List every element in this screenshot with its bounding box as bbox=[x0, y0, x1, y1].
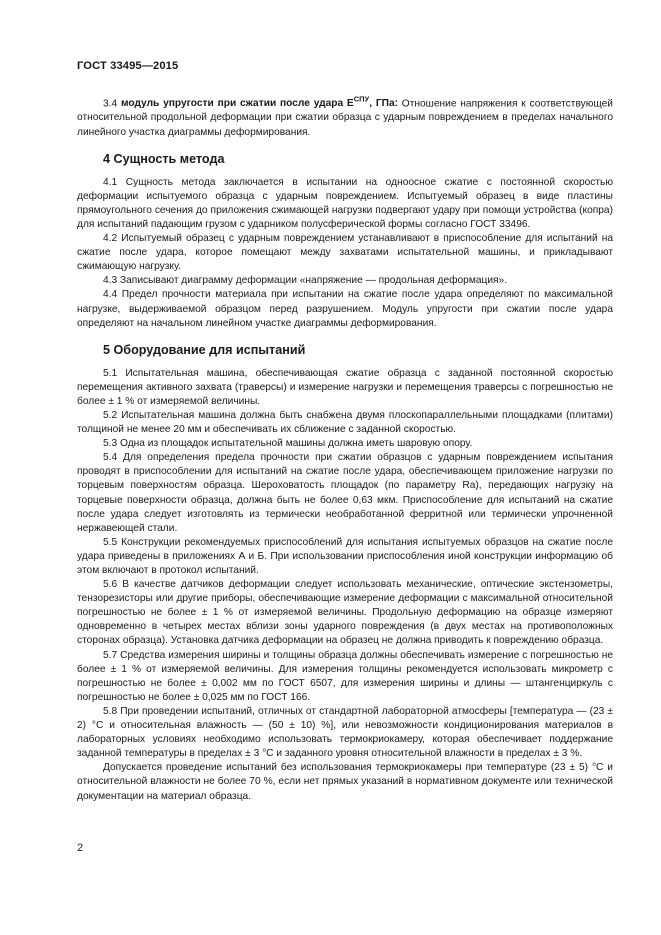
definition-number: 3.4 bbox=[103, 98, 121, 110]
paragraph-5-2: 5.2 Испытательная машина должна быть снабжена двумя плоскопараллельными площадками (плитами) толщиной не менее 20 мм и обеспечивать их сближение с заданной скоростью. bbox=[77, 409, 613, 436]
paragraph-5-6: 5.6 В качестве датчиков деформации следует использовать механические, оптические экстензометры, тензорезисторы или другие приборы, обеспечивающие измерение деформации с максимальной относительной погрешностью не более ± 1 % от измеряемой величины. Продольную деформацию на образце измеряют одновременно в четырех местах вблизи зоны ударного повреждения (в двух местах на противоположных сторонах образца). Установка датчика деформации на образец не должна приводить к повреждению образца. bbox=[77, 579, 613, 647]
paragraph-5-8-note: Допускается проведение испытаний без использования термокриокамеры при температуре (23 ± 5) °С и относительной влажности не более 70 %, если нет прямых указаний в нормативном документе или технической документации на материал образца. bbox=[77, 762, 613, 802]
paragraph-5-1: 5.1 Испытательная машина, обеспечивающая сжатие образца с заданной постоянной скоростью перемещения активного захвата (траверсы) и измерение нагрузки и перемещения траверсы с погрешностью не более ± 1 % от измеряемой величины. bbox=[77, 367, 613, 407]
document-code: ГОСТ 33495—2015 bbox=[77, 60, 179, 72]
paragraph-5-7: 5.7 Средства измерения ширины и толщины образца должны обеспечивать измерение с погрешностью не более ± 1 % от измеряемой величины. Для измерения толщины рекомендуется использовать микрометр с погрешностью не более ± 0,002 мм по ГОСТ 6507, для измерения ширины и длины — штангенциркуль с погрешностью не более ± 0,025 мм по ГОСТ 166. bbox=[77, 649, 613, 703]
paragraph-5-3: 5.3 Одна из площадок испытательной машины должна иметь шаровую опору. bbox=[103, 438, 473, 450]
paragraph-5-5: 5.5 Конструкции рекомендуемых приспособлений для испытания испытуемых образцов на сжатие после удара приведены в приложениях А и Б. При использовании приспособления иной конструкции информацию об этом включают в протокол испытаний. bbox=[77, 536, 613, 577]
section-4-heading: 4 Сущность метода bbox=[103, 151, 225, 166]
definition-text: Отношение напряжения к соответствующей относительной продольной деформации при сжатии образца с ударным повреждением в пределах начального линейного участка диаграммы деформирования. bbox=[77, 98, 613, 138]
document-body bbox=[77, 93, 613, 804]
section-5-heading: 5 Оборудование для испытаний bbox=[103, 342, 306, 357]
definition-term: модуль упругости при сжатии после удара $E^{СПУ}$, ГПа: bbox=[120, 95, 398, 110]
paragraph-4-1: 4.1 Сущность метода заключается в испытании на одноосное сжатие с постоянной скоростью деформации испытуемого образца с ударным повреждением. Испытуемый образец в виде пластины прямоугольного сечения до приложения сжимающей нагрузки подвергают удару при помощи устройства (копра) для испытаний падающим грузом с ударником полусферической формы согласно ГОСТ 33496. bbox=[77, 176, 613, 230]
definition-3-4 bbox=[77, 93, 613, 140]
paragraph-4-4: 4.4 Предел прочности материала при испытании на сжатие после удара определяют по максимальной нагрузке, выдерживаемой образцом перед разрушением. Модуль упругости при сжатии после удара определяют на начальном линейном участке диаграммы деформирования. bbox=[77, 289, 613, 329]
paragraph-5-4: 5.4 Для определения предела прочности при сжатии образцов с ударным повреждением испытания проводят в приспособлении для испытаний на сжатие после удара, обеспечивающем приложение нагрузки по торцевым поверхностям образца. Шероховатость площадок (по параметру Ra), передающих нагрузку на торцевые поверхности образца, должна быть не более 0,63 мкм. Приспособление для испытаний на сжатие после удара следует изготовлять из термически необработанной ферритной или термически упрочненной нержавеющей стали. bbox=[77, 452, 613, 534]
paragraph-4-3: 4.3 Записывают диаграмму деформации «напряжение — продольная деформация». bbox=[103, 275, 508, 287]
paragraph-4-2: 4.2 Испытуемый образец с ударным повреждением устанавливают в приспособление для испытаний на сжатие после удара, которое помещают между захватами испытательной машины, и прикладывают сжимающую нагрузку. bbox=[77, 233, 613, 273]
paragraph-5-8: 5.8 При проведении испытаний, отличных от стандартной лабораторной атмосферы [температура — (23 ± 2) °С и относительная влажность — (50 ± 10) %], или невозможности кондиционирования материалов в лабораторных условиях необходимо использовать термокриокамеру, которая обеспечивает поддержание заданной температуры в пределах ± 3 °С и заданного уровня относительной влажности в пределах ± 3 %. bbox=[77, 705, 613, 760]
definition-term-superscript: СПУ bbox=[353, 95, 370, 104]
page-number: 2 bbox=[77, 842, 84, 854]
